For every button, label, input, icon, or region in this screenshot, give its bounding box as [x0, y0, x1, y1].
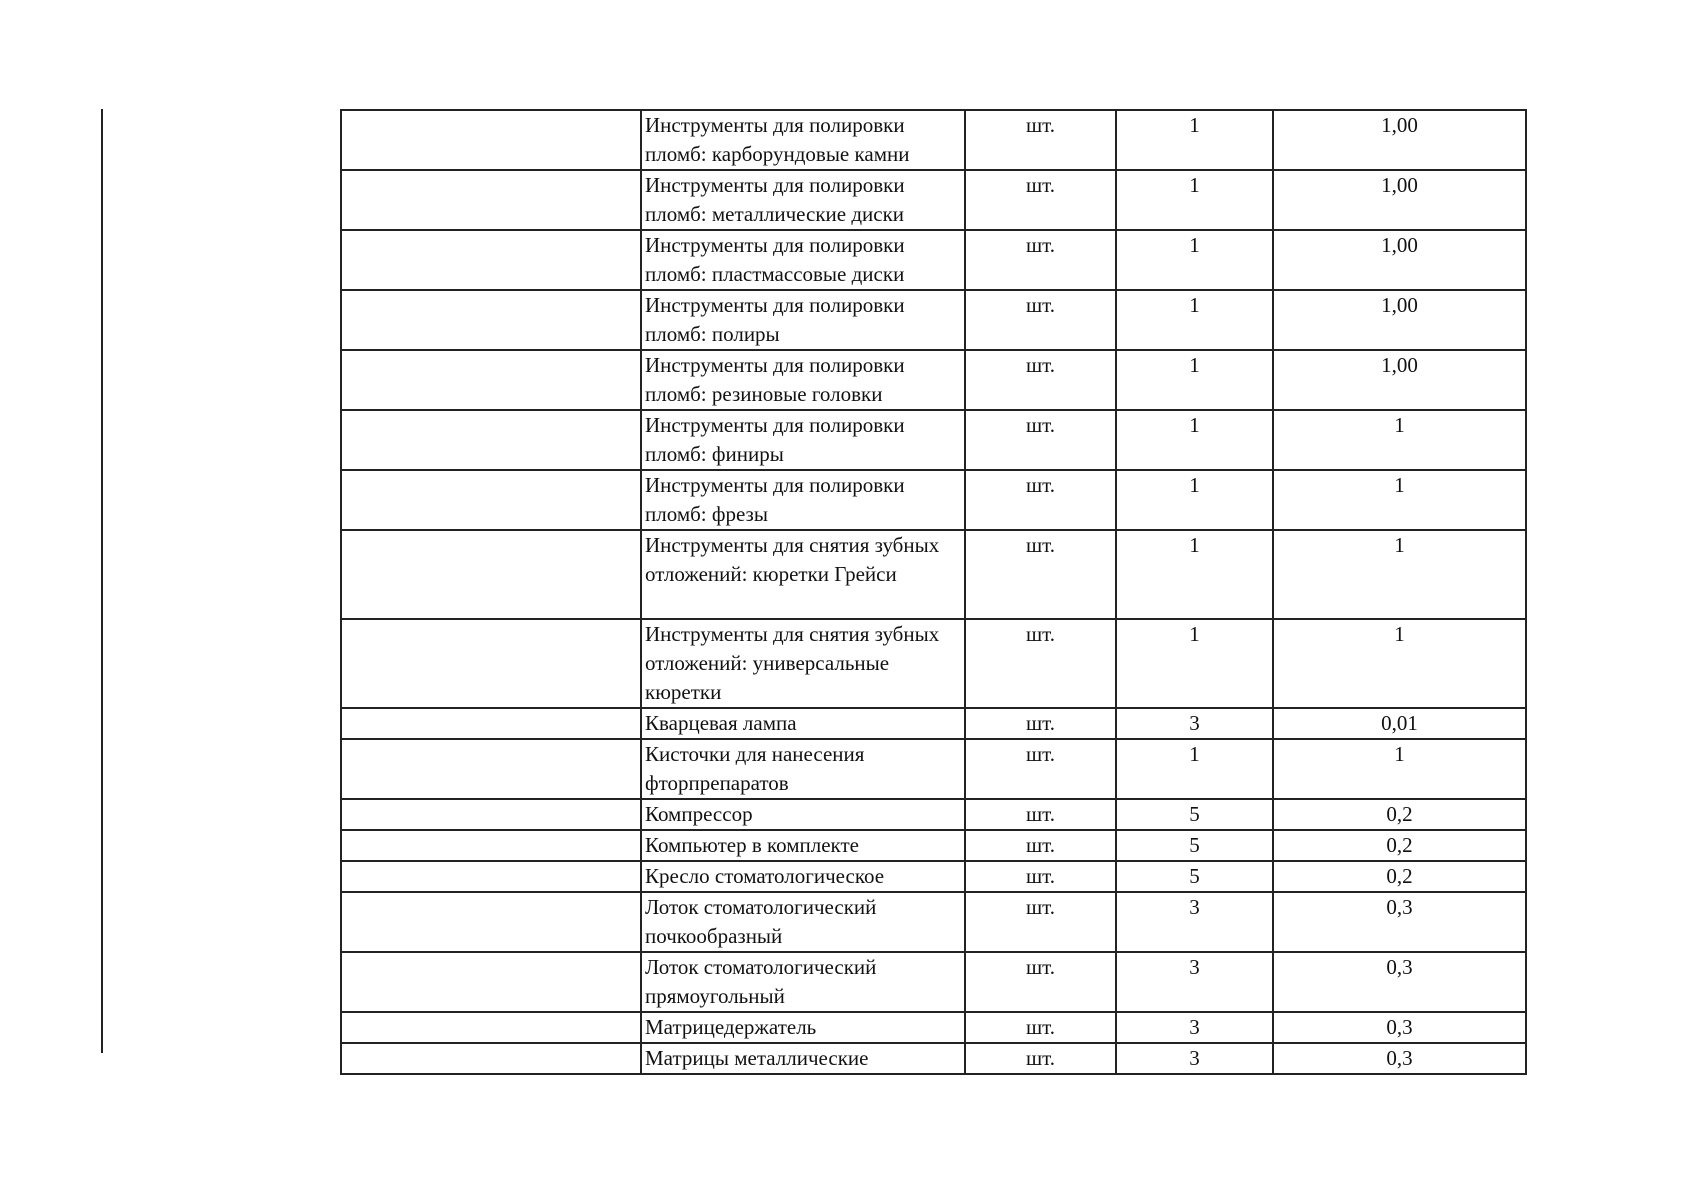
coefficient-cell: 0,2	[1273, 799, 1526, 830]
row-empty-cell	[341, 708, 641, 739]
quantity-cell: 3	[1116, 1043, 1273, 1074]
table-row	[341, 110, 1526, 170]
coefficient-cell: 1,00	[1273, 110, 1526, 170]
table-row	[341, 952, 1526, 1012]
equipment-name-cell: Инструменты для полировки пломб: пластмассовые диски	[641, 230, 965, 290]
equipment-name-cell: Лоток стоматологический почкообразный	[641, 892, 965, 952]
row-empty-cell	[341, 1043, 641, 1074]
row-empty-cell	[341, 952, 641, 1012]
table-row	[341, 708, 1526, 739]
table-row	[341, 861, 1526, 892]
row-empty-cell	[341, 470, 641, 530]
table-row	[341, 230, 1526, 290]
equipment-table-body	[341, 110, 1526, 1074]
quantity-cell: 3	[1116, 708, 1273, 739]
unit-cell: шт.	[965, 892, 1116, 952]
equipment-name-cell: Кисточки для нанесения фторпрепаратов	[641, 739, 965, 799]
quantity-cell: 1	[1116, 470, 1273, 530]
coefficient-cell: 0,3	[1273, 1012, 1526, 1043]
unit-cell: шт.	[965, 530, 1116, 619]
coefficient-cell: 1,00	[1273, 350, 1526, 410]
coefficient-cell: 1	[1273, 470, 1526, 530]
equipment-name-cell: Инструменты для полировки пломб: фрезы	[641, 470, 965, 530]
coefficient-cell: 0,3	[1273, 1043, 1526, 1074]
quantity-cell: 3	[1116, 952, 1273, 1012]
quantity-cell: 1	[1116, 230, 1273, 290]
equipment-name-cell: Инструменты для снятия зубных отложений: универсальные кюретки	[641, 619, 965, 708]
row-empty-cell	[341, 410, 641, 470]
equipment-table	[340, 109, 1527, 1075]
row-empty-cell	[341, 530, 641, 619]
quantity-cell: 1	[1116, 530, 1273, 619]
coefficient-cell: 1	[1273, 410, 1526, 470]
quantity-cell: 1	[1116, 290, 1273, 350]
table-row	[341, 892, 1526, 952]
row-empty-cell	[341, 892, 641, 952]
unit-cell: шт.	[965, 470, 1116, 530]
table-row	[341, 799, 1526, 830]
coefficient-cell: 0,3	[1273, 892, 1526, 952]
unit-cell: шт.	[965, 830, 1116, 861]
table-row	[341, 530, 1526, 619]
unit-cell: шт.	[965, 1043, 1116, 1074]
quantity-cell: 5	[1116, 861, 1273, 892]
coefficient-cell: 1	[1273, 619, 1526, 708]
row-empty-cell	[341, 290, 641, 350]
quantity-cell: 3	[1116, 1012, 1273, 1043]
row-empty-cell	[341, 1012, 641, 1043]
coefficient-cell: 1	[1273, 530, 1526, 619]
row-empty-cell	[341, 799, 641, 830]
unit-cell: шт.	[965, 619, 1116, 708]
equipment-name-cell: Инструменты для полировки пломб: металлические диски	[641, 170, 965, 230]
quantity-cell: 1	[1116, 110, 1273, 170]
unit-cell: шт.	[965, 708, 1116, 739]
quantity-cell: 5	[1116, 799, 1273, 830]
equipment-name-cell: Кварцевая лампа	[641, 708, 965, 739]
equipment-name-cell: Инструменты для снятия зубных отложений: кюретки Грейси	[641, 530, 965, 619]
table-row	[341, 1043, 1526, 1074]
row-empty-cell	[341, 619, 641, 708]
coefficient-cell: 0,01	[1273, 708, 1526, 739]
equipment-name-cell: Компрессор	[641, 799, 965, 830]
table-row	[341, 350, 1526, 410]
table-row	[341, 1012, 1526, 1043]
unit-cell: шт.	[965, 952, 1116, 1012]
unit-cell: шт.	[965, 410, 1116, 470]
coefficient-cell: 0,2	[1273, 861, 1526, 892]
equipment-name-cell: Компьютер в комплекте	[641, 830, 965, 861]
equipment-name-cell: Лоток стоматологический прямоугольный	[641, 952, 965, 1012]
row-empty-cell	[341, 739, 641, 799]
table-row	[341, 830, 1526, 861]
coefficient-cell: 0,2	[1273, 830, 1526, 861]
quantity-cell: 1	[1116, 410, 1273, 470]
row-empty-cell	[341, 110, 641, 170]
unit-cell: шт.	[965, 739, 1116, 799]
equipment-name-cell: Инструменты для полировки пломб: финиры	[641, 410, 965, 470]
equipment-name-cell: Матрицы металлические	[641, 1043, 965, 1074]
quantity-cell: 1	[1116, 619, 1273, 708]
coefficient-cell: 1,00	[1273, 290, 1526, 350]
quantity-cell: 3	[1116, 892, 1273, 952]
row-empty-cell	[341, 861, 641, 892]
unit-cell: шт.	[965, 230, 1116, 290]
unit-cell: шт.	[965, 290, 1116, 350]
quantity-cell: 1	[1116, 739, 1273, 799]
unit-cell: шт.	[965, 110, 1116, 170]
page-margin-rule	[101, 109, 103, 1053]
table-row	[341, 739, 1526, 799]
table-row	[341, 170, 1526, 230]
row-empty-cell	[341, 830, 641, 861]
equipment-name-cell: Инструменты для полировки пломб: резиновые головки	[641, 350, 965, 410]
coefficient-cell: 1,00	[1273, 170, 1526, 230]
equipment-name-cell: Инструменты для полировки пломб: карборундовые камни	[641, 110, 965, 170]
coefficient-cell: 1	[1273, 739, 1526, 799]
quantity-cell: 5	[1116, 830, 1273, 861]
coefficient-cell: 1,00	[1273, 230, 1526, 290]
equipment-name-cell: Матрицедержатель	[641, 1012, 965, 1043]
row-empty-cell	[341, 230, 641, 290]
unit-cell: шт.	[965, 799, 1116, 830]
table-row	[341, 470, 1526, 530]
table-row	[341, 619, 1526, 708]
unit-cell: шт.	[965, 170, 1116, 230]
row-empty-cell	[341, 170, 641, 230]
table-row	[341, 290, 1526, 350]
row-empty-cell	[341, 350, 641, 410]
table-row	[341, 410, 1526, 470]
coefficient-cell: 0,3	[1273, 952, 1526, 1012]
unit-cell: шт.	[965, 861, 1116, 892]
quantity-cell: 1	[1116, 170, 1273, 230]
equipment-name-cell: Инструменты для полировки пломб: полиры	[641, 290, 965, 350]
equipment-name-cell: Кресло стоматологическое	[641, 861, 965, 892]
unit-cell: шт.	[965, 1012, 1116, 1043]
unit-cell: шт.	[965, 350, 1116, 410]
quantity-cell: 1	[1116, 350, 1273, 410]
